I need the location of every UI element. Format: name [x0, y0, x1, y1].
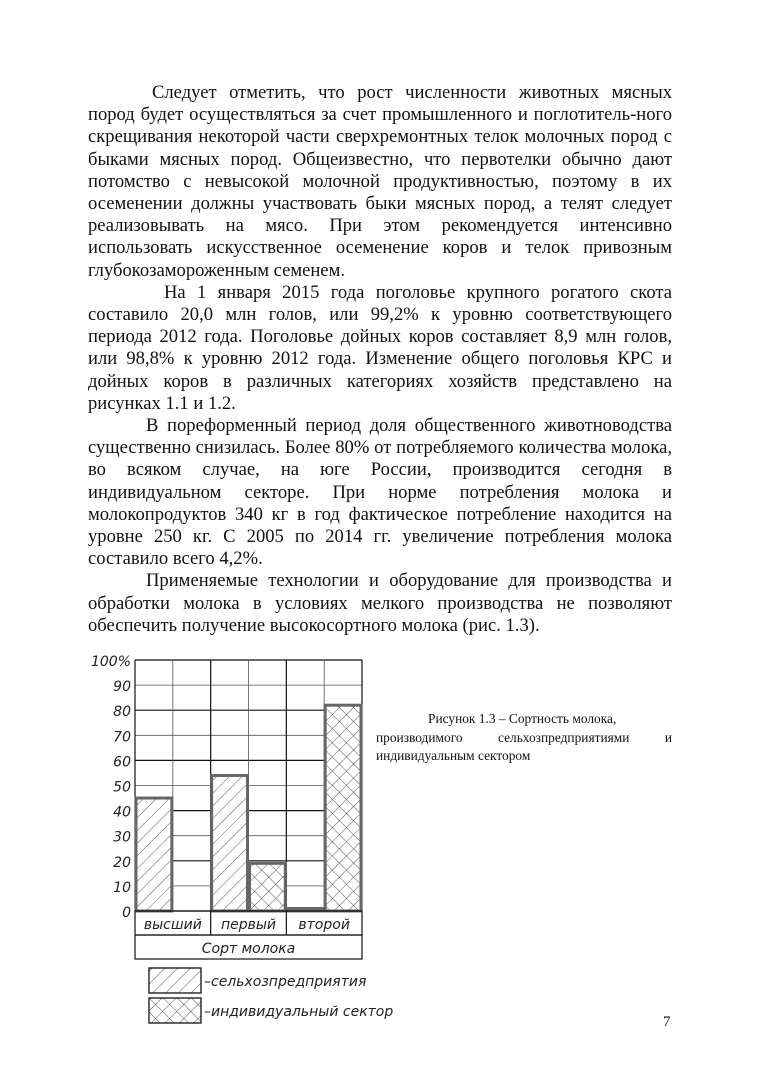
figure-caption-title: Рисунок 1.3 – Сортность молока,: [428, 711, 617, 726]
legend-swatch: [149, 968, 201, 993]
page-number: 7: [663, 1014, 671, 1030]
bar: [250, 863, 286, 911]
bar: [212, 775, 248, 911]
paragraph-3: В пореформенный период доля общественного животноводства существенно снизилась. Более 80% от потребляемого количества молока, во всяком случае, на юге России, производится сегодня в индивидуальном секторе. При норме потребления молока и молокопродуктов 340 кг в год фактическое потребление находится на уровне 250 кг. С 2005 по 2014 гг. увеличение потребления молока составило всего 4,2%.: [88, 415, 672, 570]
x-category-label: второй: [298, 917, 350, 933]
paragraph-2: На 1 января 2015 года поголовье крупного рогатого скота составило 20,0 млн голов, или 99,2% к уровню соответствующего периода 2012 года. Поголовье дойных коров составляет 8,9 млн голов, или 98,8% к уровню 2012 года. Изменение общего поголовья КРС и дойных коров в различных категориях хозяйств представлено на рисунках 1.1 и 1.2.: [88, 281, 672, 414]
x-axis-title: Сорт молока: [201, 941, 296, 957]
bar: [325, 705, 361, 911]
figure-caption-description: производимого сельхозпредприятиями и индивидуальным сектором: [376, 729, 672, 763]
y-tick-label: 10: [113, 879, 131, 896]
y-tick-label: 90: [113, 679, 131, 696]
y-tick-label: 80: [113, 704, 131, 721]
legend-label: –индивидуальный сектор: [204, 1004, 394, 1020]
y-tick-label: 20: [113, 854, 131, 871]
x-category-label: высший: [143, 917, 202, 933]
y-tick-label: 70: [113, 729, 131, 746]
x-category-label: первый: [220, 917, 277, 933]
y-tick-label: 0: [122, 905, 131, 921]
y-tick-label: 50: [113, 779, 131, 796]
paragraph-1: Следует отметить, что рост численности животных мясных пород будет осуществляться за счет промышленного и поглотитель-ного скрещивания некоторой части сверхремонтных телок молочных пород с быками мясных пород. Общеизвестно, что первотелки обычно дают потомство с невысокой молочной продуктивностью, поэтому в их осеменении должны участвовать быки мясных пород, а телят следует реализовывать на мясо. При этом рекомендуется интенсивно использовать искусственное осеменение коров и телок привозным глубокозамороженным семенем.: [88, 82, 672, 281]
y-tick-label: 60: [113, 754, 131, 771]
bar: [136, 798, 172, 911]
chart-legend: [149, 968, 393, 1023]
figure-caption: [376, 710, 672, 766]
legend-swatch: [149, 998, 201, 1023]
y-tick-label: 30: [113, 829, 131, 846]
paragraph-4: Применяемые технологии и оборудование для производства и обработки молока в условиях мелкого производства не позволяют обеспечить получение высокосортного молока (рис. 1.3).: [88, 570, 672, 636]
y-tick-label: 40: [113, 804, 131, 821]
y-tick-label: 100%: [90, 654, 131, 670]
legend-label: –сельхозпредприятия: [204, 974, 367, 990]
